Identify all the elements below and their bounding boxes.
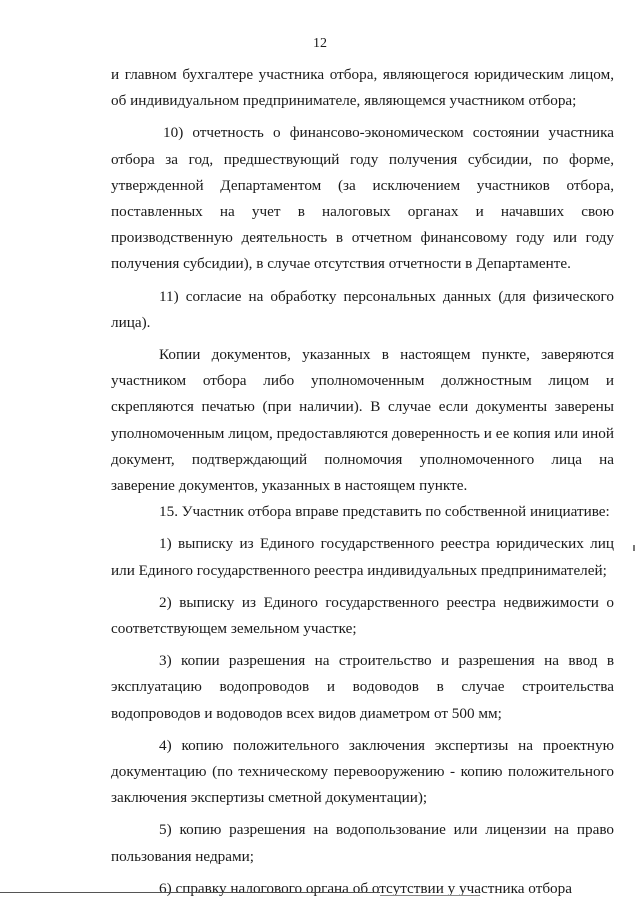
paragraph-item-10: 10) отчетность о финансово-экономическом состоянии участника отбора за год, предшествующий году получения субсидии, по форме, утвержденной Департаментом (за исключением участников отбора, поставленных на учет в налоговых органах и начавших свою производственную деятельность в отчетном финансовому году или году получения субсидии), в случае отсутствия отчетности в Департаменте. bbox=[111, 124, 614, 273]
paragraph-item-2: 2) выписку из Единого государственного реестра недвижимости о соответствующем земельном участке; bbox=[111, 593, 614, 638]
paragraph-item-6: 6) справку налогового органа об отсутствии у участника отбора bbox=[159, 879, 572, 897]
paragraph-section-15: 15. Участник отбора вправе представить по собственной инициативе: bbox=[159, 503, 610, 521]
paragraph-copies: Копии документов, указанных в настоящем пункте, заверяются участником отбора либо уполномоченным должностным лицом и скрепляются печатью (при наличии). В случае если документы заверены уполномоченным лицом, предоставляются доверенность и ее копия или иной документ, подтверждающий полномочия уполномоченного лица на заверение документов, указанных в настоящем пункте. bbox=[111, 346, 614, 495]
paragraph-item-4: 4) копию положительного заключения экспертизы на проектную документацию (по техническому перевооружению - копию положительного заключения экспертизы сметной документации); bbox=[111, 736, 614, 807]
paragraph-item-5: 5) копию разрешения на водопользование или лицензии на право пользования недрами; bbox=[111, 821, 614, 865]
scan-margin-mark bbox=[633, 545, 635, 551]
scan-bottom-edge-faint bbox=[380, 895, 480, 896]
paragraph-item-11: 11) согласие на обработку персональных данных (для физического лица). bbox=[111, 287, 614, 331]
page-number: 12 bbox=[313, 36, 327, 51]
paragraph-continuation: и главном бухгалтере участника отбора, являющегося юридическим лицом, об индивидуальном предпринимателе, являющемся участником отбора; bbox=[111, 66, 614, 110]
paragraph-item-3: 3) копии разрешения на строительство и разрешения на ввод в эксплуатацию водопроводов и водоводов в случае строительства водопроводов и водоводов всех видов диаметром от 500 мм; bbox=[111, 652, 614, 722]
paragraph-item-1: 1) выписку из Единого государственного реестра юридических лиц или Единого государственного реестра индивидуальных предпринимателей; bbox=[111, 535, 614, 579]
document-body bbox=[111, 62, 614, 902]
scan-bottom-edge bbox=[0, 892, 380, 893]
